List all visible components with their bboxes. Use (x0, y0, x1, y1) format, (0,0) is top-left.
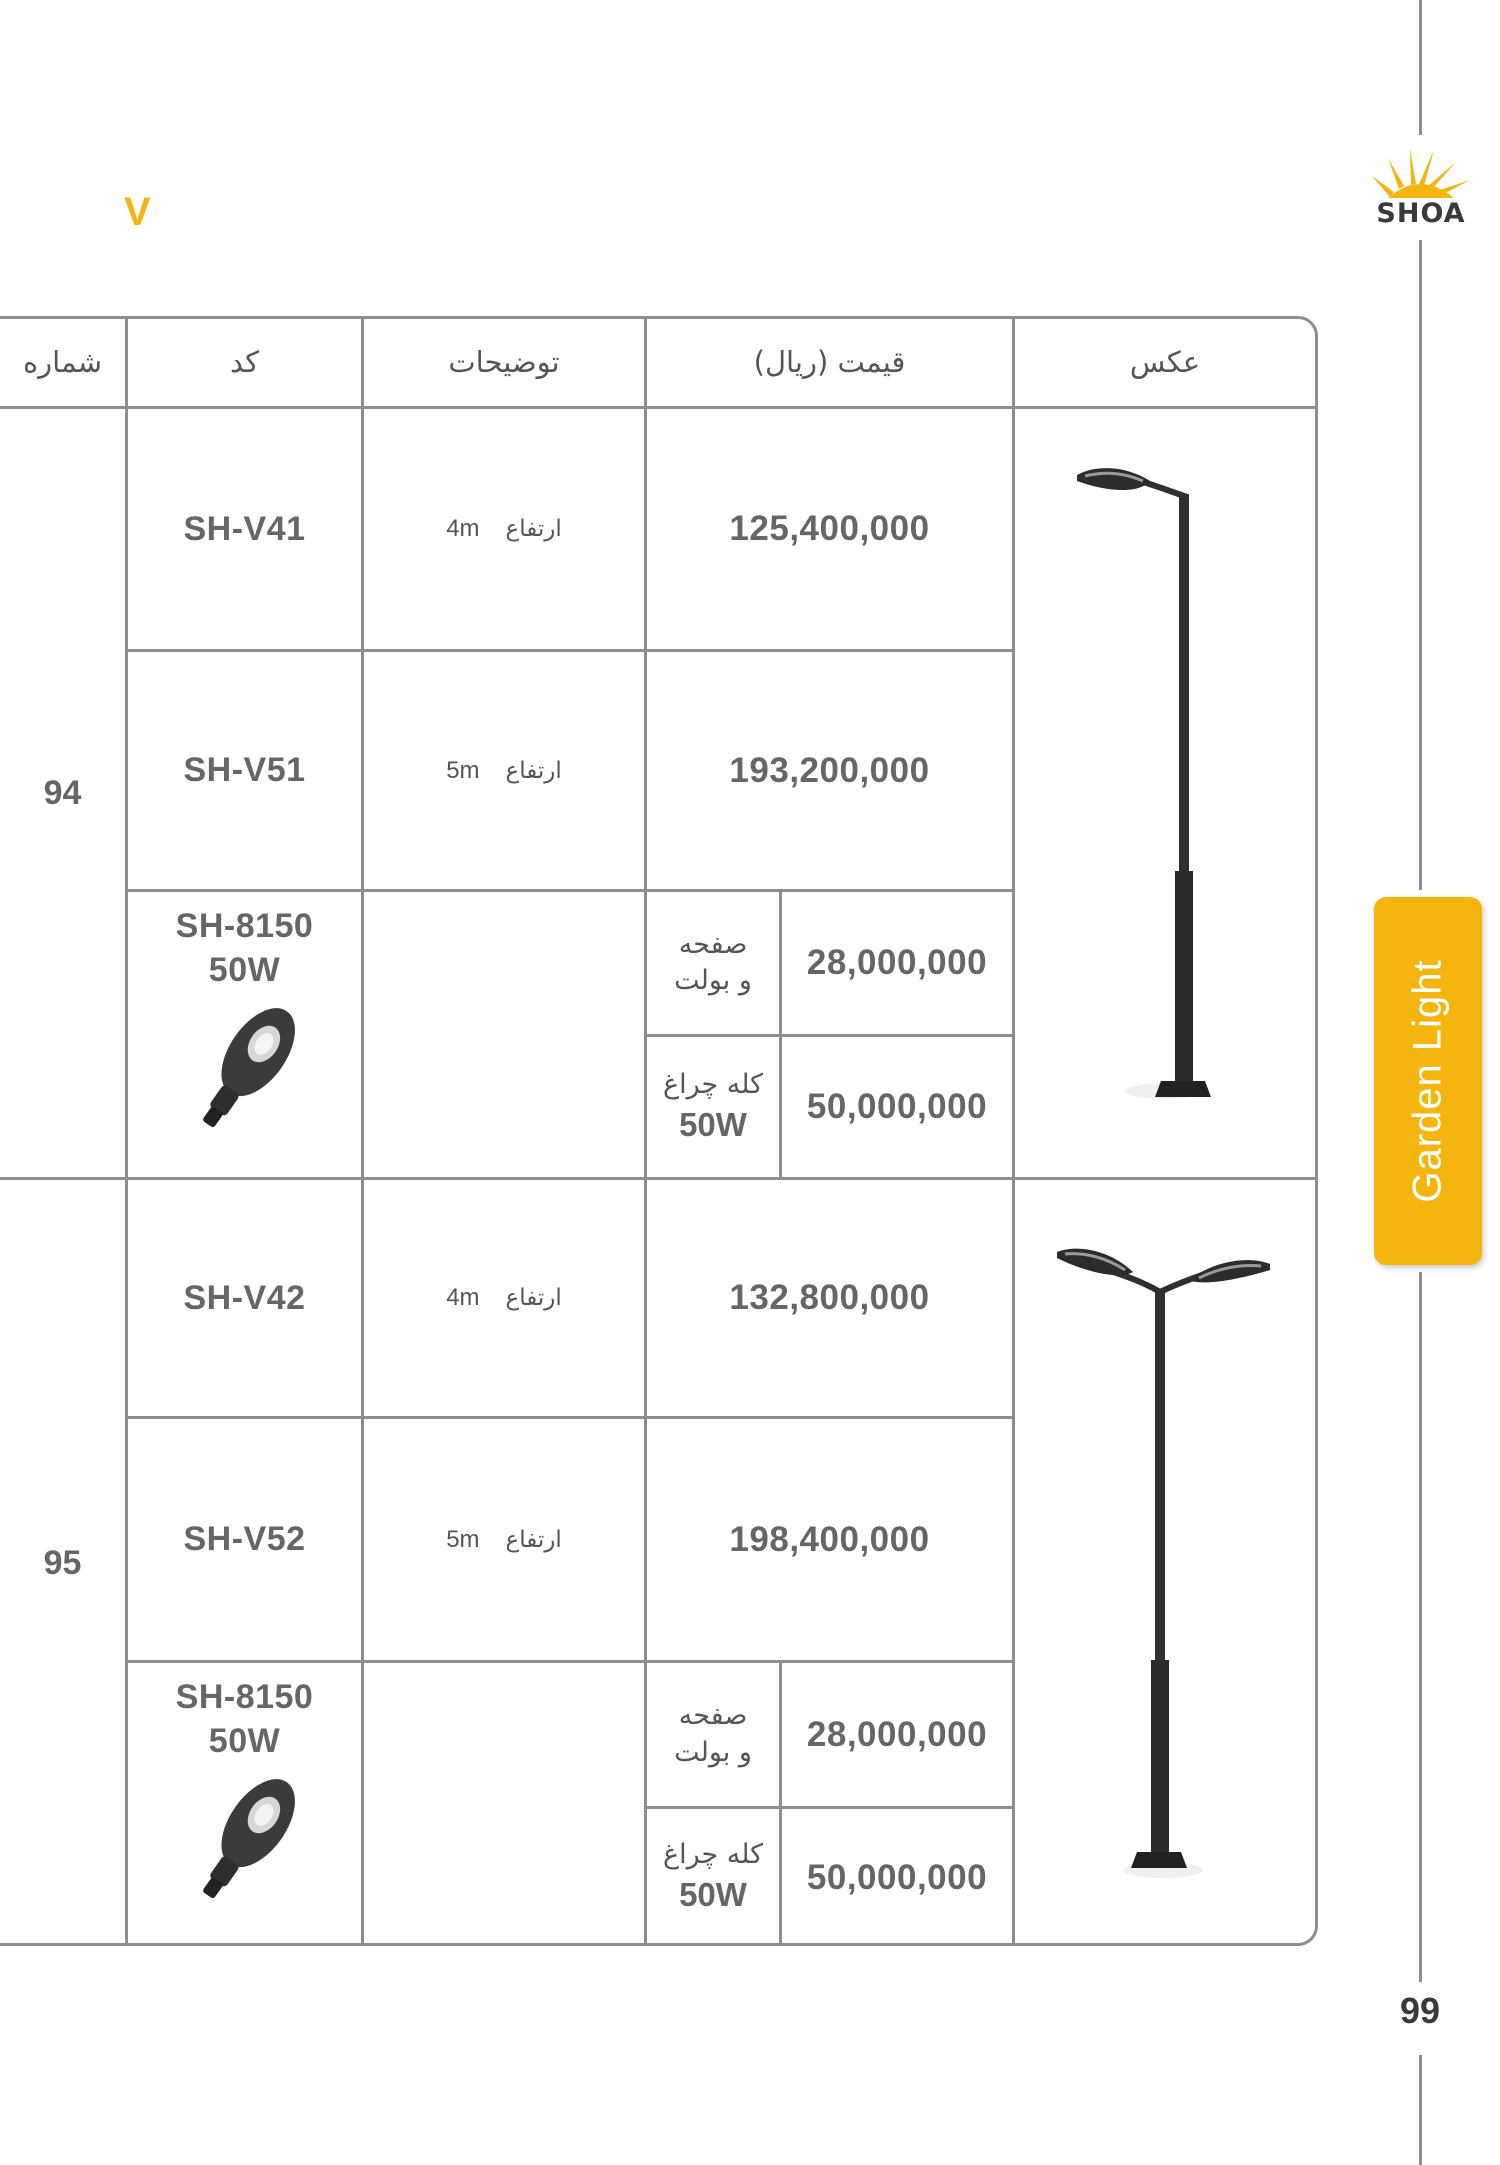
led-street-light-head-icon (185, 1767, 305, 1917)
header-number: شماره (22, 345, 103, 379)
accessory-cell (128, 892, 361, 1177)
accessory-item-line1: کله چراغ (662, 1068, 764, 1100)
accessory-item-label (647, 1037, 779, 1177)
height-label: ارتفاع (505, 757, 562, 784)
accessory-item-line2: و بولت (674, 965, 752, 996)
height-label: ارتفاع (505, 1526, 562, 1553)
height-value: 4m (446, 515, 480, 542)
accessory-watt: 50W (208, 951, 281, 989)
product-description (364, 1419, 644, 1660)
height-value: 4m (446, 1284, 480, 1311)
page-mark: V (124, 190, 151, 234)
accessory-code: SH-8150 (175, 1678, 314, 1716)
header-description: توضیحات (448, 345, 560, 379)
product-price: 193,200,000 (729, 750, 930, 790)
accessory-item-line2: 50W (679, 1105, 747, 1143)
accessory-item-line1: کله چراغ (662, 1839, 764, 1870)
header-code: کد (229, 345, 260, 379)
product-photo (1015, 1180, 1315, 1946)
product-description (364, 1180, 644, 1416)
accessory-description (364, 1663, 644, 1946)
header-price: قیمت (ریال) (753, 345, 906, 379)
product-price: 198,400,000 (729, 1519, 930, 1559)
group-number: 94 (43, 773, 82, 812)
height-value: 5m (446, 756, 480, 784)
accessory-item-price: 28,000,000 (806, 943, 988, 982)
accessory-item-line1: صفحه (678, 928, 748, 960)
product-code: SH-V42 (183, 1278, 306, 1317)
page-number: 99 (1399, 1990, 1441, 2031)
accessory-item-price: 50,000,000 (806, 1087, 988, 1126)
height-value: 5m (446, 1525, 480, 1553)
accessory-item-price: 50,000,000 (806, 1857, 988, 1897)
accessory-item-price: 28,000,000 (806, 1714, 988, 1754)
product-code: SH-V52 (183, 1520, 306, 1558)
height-label: ارتفاع (505, 516, 562, 542)
product-description (364, 409, 644, 649)
double-arm-street-light-pole-icon (1015, 1180, 1315, 1946)
led-street-light-head-icon (185, 996, 305, 1146)
product-code: SH-V41 (183, 509, 306, 548)
accessory-code: SH-8150 (175, 907, 314, 945)
product-photo (1015, 409, 1315, 1177)
accessory-item-label (647, 1809, 779, 1946)
accessory-watt: 50W (208, 1722, 281, 1760)
accessory-item-line2: و بولت (674, 1736, 752, 1768)
accessory-item-line2: 50W (679, 1876, 747, 1914)
single-arm-street-light-pole-icon (1015, 409, 1315, 1177)
accessory-cell (128, 1663, 361, 1946)
accessory-item-label (647, 892, 779, 1034)
header-photo: عکس (1129, 345, 1201, 379)
product-price: 125,400,000 (729, 509, 930, 548)
product-description (364, 652, 644, 889)
accessory-description (364, 892, 644, 1177)
brand-logo-text: SHOA (1376, 198, 1466, 229)
height-label: ارتفاع (505, 1285, 562, 1311)
group-number: 95 (43, 1543, 82, 1582)
product-code: SH-V51 (183, 751, 306, 789)
accessory-item-line1: صفحه (678, 1700, 748, 1732)
product-price: 132,800,000 (729, 1278, 930, 1317)
accessory-item-label (647, 1663, 779, 1806)
section-side-tab-label: Garden Light (1405, 959, 1450, 1203)
